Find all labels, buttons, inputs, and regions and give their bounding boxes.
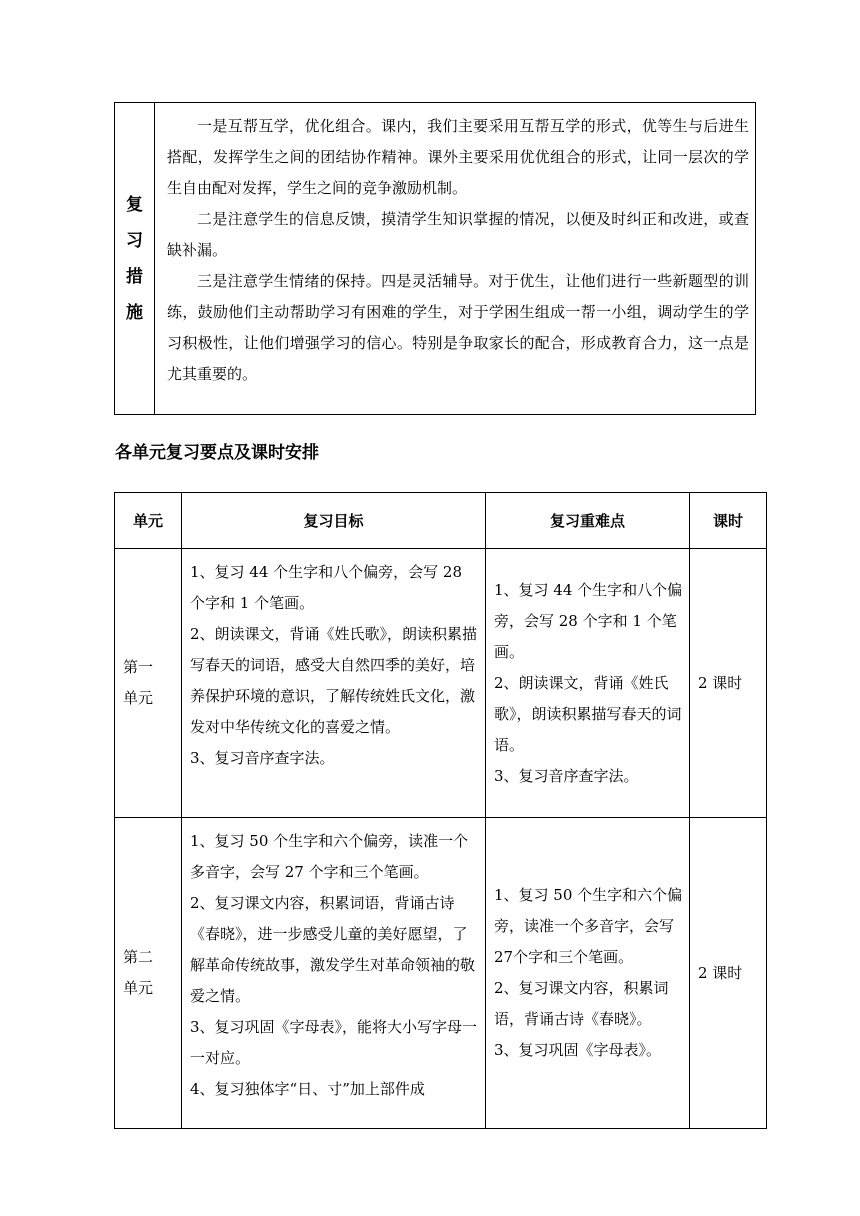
key-point-item: 2、朗读课文，背诵《姓氏歌》，朗读积累描写春天的词语。 — [494, 673, 682, 754]
label-char: 施 — [126, 302, 143, 323]
key-point-item: 3、复习音序查字法。 — [494, 766, 639, 785]
label-char: 习 — [126, 230, 143, 251]
hours-cell: 2 课时 — [690, 549, 767, 818]
table-row — [115, 549, 767, 818]
header-goals: 复习目标 — [182, 493, 486, 549]
goal-item: 2、复习课文内容，积累词语，背诵古诗《春晓》，进一步感受儿童的美好愿望，了解革命传统故事，激发学生对革命领袖的敬爱之情。 — [190, 894, 476, 1005]
goal-item: 3、复习音序查字法。 — [190, 749, 335, 767]
label-char: 复 — [126, 194, 143, 215]
goal-item: 1、复习 44 个生字和八个偏旁，会写 28 个字和 1 个笔画。 — [190, 563, 463, 612]
review-measures-box — [114, 102, 756, 415]
header-unit: 单元 — [115, 493, 182, 549]
hours-cell: 2 课时 — [690, 818, 767, 1129]
goal-item: 2、朗读课文，背诵《姓氏歌》，朗读积累描写春天的词语，感受大自然四季的美好，培养保护环境的意识，了解传统姓氏文化，激发对中华传统文化的喜爱之情。 — [190, 625, 478, 736]
section-heading: 各单元复习要点及课时安排 — [115, 443, 319, 463]
key-points-cell — [486, 818, 690, 1129]
review-measures-text — [155, 103, 755, 414]
table-row — [115, 818, 767, 1129]
goal-item: 3、复习巩固《字母表》，能将大小写字母一一对应。 — [190, 1018, 478, 1067]
key-point-item: 3、复习巩固《字母表》。 — [494, 1041, 662, 1059]
label-char: 措 — [126, 266, 143, 287]
goals-cell — [182, 549, 486, 818]
unit-schedule-table — [114, 492, 767, 1129]
measure-paragraph: 一是互帮互学，优化组合。课内，我们主要采用互帮互学的形式，优等生与后进生搭配，发挥学生之间的团结协作精神。课外主要采用优优组合的形式，让同一层次的学生自由配对发挥，学生之间的竞争激励机制。 — [167, 117, 749, 197]
goal-item: 4、复习独体字“日、寸”加上部件成 — [190, 1080, 425, 1098]
goal-item: 1、复习 50 个生字和六个偏旁，读准一个多音字，会写 27 个字和三个笔画。 — [190, 832, 469, 881]
table-header-row — [115, 493, 767, 549]
measure-paragraph: 二是注意学生的信息反馈，摸清学生知识掌握的情况，以便及时纠正和改进，或查缺补漏。 — [167, 210, 749, 259]
unit-cell: 第一 单元 — [115, 549, 182, 818]
measure-paragraph: 三是注意学生情绪的保持。四是灵活辅导。对于优生，让他们进行一些新题型的训练，鼓励他们主动帮助学习有困难的学生，对于学困生组成一帮一小组，调动学生的学习积极性，让他们增强学习的信心。特别是争取家长的配合，形成教育合力，这一点是尤其重要的。 — [167, 272, 749, 383]
header-key-points: 复习重难点 — [486, 493, 690, 549]
key-points-cell — [486, 549, 690, 818]
key-point-item: 1、复习 44 个生字和八个偏旁，会写 28 个字和 1 个笔画。 — [494, 580, 683, 661]
key-point-item: 1、复习 50 个生字和六个偏旁，读准一个多音字，会写27个字和三个笔画。 — [494, 886, 683, 966]
key-point-item: 2、复习课文内容，积累词语，背诵古诗《春晓》。 — [494, 979, 669, 1028]
header-hours: 课时 — [690, 493, 767, 549]
goals-cell — [182, 818, 486, 1129]
review-measures-label — [115, 103, 155, 414]
unit-cell: 第二 单元 — [115, 818, 182, 1129]
